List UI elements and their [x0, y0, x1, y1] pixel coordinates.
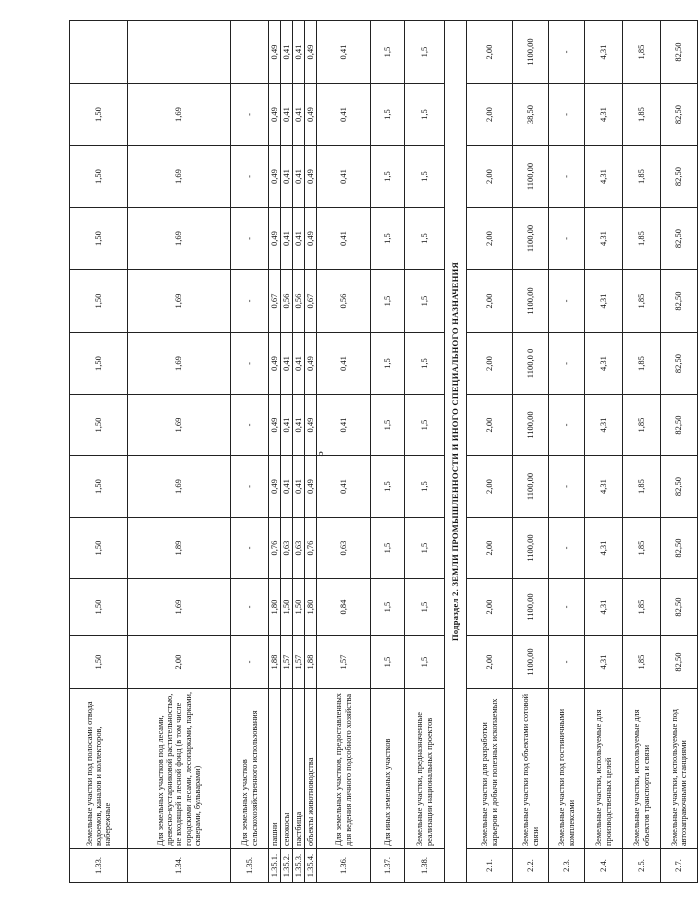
value-cell: 1,50: [281, 579, 293, 636]
value-cell: -: [549, 84, 585, 146]
value-cell: 0,41: [281, 208, 293, 270]
row-number: 1.34.: [128, 849, 231, 883]
table-body-section-1: [70, 21, 445, 883]
table-row: [623, 21, 661, 883]
value-cell: 1,5: [405, 146, 445, 208]
value-cell: 1,5: [371, 395, 405, 456]
value-cell: 2,00: [467, 395, 513, 456]
row-number: 1.38.: [405, 849, 445, 883]
value-cell: 2,00: [467, 21, 513, 84]
value-cell: 4,31: [585, 208, 623, 270]
value-cell: 0,41: [281, 456, 293, 518]
value-cell: -: [549, 333, 585, 395]
value-cell: 1,50: [70, 84, 128, 146]
row-number: 1.33.: [70, 849, 128, 883]
row-description: Для земельных участков под лесами, древесно-кустарниковой растительностью, не входящей в лесной фонд (в том числе городскими лесами, лесопарками, парками, скверами, бульварами): [128, 689, 231, 849]
value-cell: -: [231, 636, 269, 689]
value-cell: 1,85: [623, 84, 661, 146]
value-cell: 0,41: [293, 21, 305, 84]
row-number: 2.1.: [467, 849, 513, 883]
value-cell: 1,57: [293, 636, 305, 689]
value-cell: 1100,00: [513, 636, 549, 689]
value-cell: [231, 21, 269, 84]
row-number: 1.35.2.: [281, 849, 293, 883]
value-cell: 1,69: [128, 456, 231, 518]
value-cell: 0,41: [281, 395, 293, 456]
value-cell: 1100,00: [513, 456, 549, 518]
value-cell: 0,49: [305, 333, 317, 395]
row-description: Земельные участки, используемые для объектов транспорта и связи: [623, 689, 661, 849]
value-cell: 0,76: [305, 518, 317, 579]
table-row: [281, 21, 293, 883]
row-number: 1.35.3.: [293, 849, 305, 883]
table-row: [70, 21, 128, 883]
value-cell: 1,5: [371, 208, 405, 270]
table-row: [513, 21, 549, 883]
value-cell: 2,00: [467, 84, 513, 146]
value-cell: 1,80: [269, 579, 281, 636]
value-cell: 1,57: [317, 636, 371, 689]
value-cell: 0,41: [317, 21, 371, 84]
value-cell: 4,31: [585, 636, 623, 689]
row-description: пастбища: [293, 689, 305, 849]
value-cell: -: [549, 270, 585, 333]
table-row: [305, 21, 317, 883]
value-cell: 4,31: [585, 21, 623, 84]
value-cell: -: [549, 456, 585, 518]
table-row: [585, 21, 623, 883]
value-cell: 2,00: [467, 333, 513, 395]
value-cell: 0,49: [305, 84, 317, 146]
value-cell: 0,41: [293, 208, 305, 270]
row-description: Земельные участки, используемые под автозаправочными станциями: [661, 689, 698, 849]
value-cell: 82,50: [661, 21, 698, 84]
table-body-section-2: [467, 21, 698, 883]
row-number: 2.4.: [585, 849, 623, 883]
value-cell: 1,69: [128, 395, 231, 456]
row-description: Земельные участки, предназначенные реализации национальных проектов: [405, 689, 445, 849]
row-description: сенокосы: [281, 689, 293, 849]
value-cell: -: [231, 333, 269, 395]
value-cell: 1,5: [405, 84, 445, 146]
value-cell: 0,49: [269, 333, 281, 395]
value-cell: 1,50: [70, 456, 128, 518]
value-cell: -: [231, 456, 269, 518]
value-cell: -: [549, 518, 585, 579]
value-cell: 0,67: [305, 270, 317, 333]
value-cell: 4,31: [585, 456, 623, 518]
value-cell: 1,85: [623, 333, 661, 395]
value-cell: 0,41: [293, 456, 305, 518]
value-cell: 0,41: [293, 395, 305, 456]
value-cell: 82,50: [661, 333, 698, 395]
value-cell: 1,5: [405, 208, 445, 270]
table-row: [467, 21, 513, 883]
value-cell: 0,49: [305, 21, 317, 84]
table-row: [293, 21, 305, 883]
value-cell: 1,50: [70, 146, 128, 208]
row-number: 2.7.: [661, 849, 698, 883]
value-cell: 0,84: [317, 579, 371, 636]
value-cell: 0,41: [281, 21, 293, 84]
value-cell: 4,31: [585, 270, 623, 333]
section-title: Подраздел 2. ЗЕМЛИ ПРОМЫШЛЕННОСТИ И ИНОГО СПЕЦИАЛЬНОГО НАЗНАЧЕНИЯ: [445, 21, 467, 883]
value-cell: -: [231, 146, 269, 208]
row-description: Для иных земельных участков: [371, 689, 405, 849]
value-cell: 0,56: [317, 270, 371, 333]
value-cell: 0,49: [305, 395, 317, 456]
row-description: Для земельных участков, предоставленных для ведения личного подсобного хозяйства: [317, 689, 371, 849]
value-cell: 0,67: [269, 270, 281, 333]
value-cell: 1,50: [70, 518, 128, 579]
value-cell: 0,63: [317, 518, 371, 579]
value-cell: 1,85: [623, 636, 661, 689]
value-cell: 0,41: [317, 333, 371, 395]
value-cell: 0,49: [269, 395, 281, 456]
value-cell: 1,69: [128, 208, 231, 270]
value-cell: 4,31: [585, 146, 623, 208]
value-cell: -: [549, 146, 585, 208]
value-cell: 1100,00: [513, 146, 549, 208]
value-cell: 0,41: [293, 333, 305, 395]
value-cell: -: [549, 208, 585, 270]
value-cell: 1,80: [305, 579, 317, 636]
value-cell: 0,76: [269, 518, 281, 579]
row-description: объекты животноводства: [305, 689, 317, 849]
value-cell: 0,49: [269, 21, 281, 84]
value-cell: 1,5: [371, 21, 405, 84]
value-cell: 1,69: [128, 84, 231, 146]
value-cell: 0,41: [293, 146, 305, 208]
table-row: [231, 21, 269, 883]
row-description: Земельные участки, используемые для производственных целей: [585, 689, 623, 849]
page-number: 5: [314, 451, 326, 457]
value-cell: 0,49: [269, 208, 281, 270]
value-cell: [128, 21, 231, 84]
row-description: Для земельных участков сельскохозяйственного использования: [231, 689, 269, 849]
value-cell: 0,56: [293, 270, 305, 333]
value-cell: 0,49: [269, 456, 281, 518]
value-cell: -: [549, 636, 585, 689]
value-cell: 1,5: [371, 579, 405, 636]
value-cell: 1,50: [70, 333, 128, 395]
value-cell: 1,5: [371, 636, 405, 689]
value-cell: [70, 21, 128, 84]
value-cell: 1,5: [405, 579, 445, 636]
value-cell: 1,50: [293, 579, 305, 636]
table-row: [317, 21, 371, 883]
value-cell: 82,50: [661, 518, 698, 579]
value-cell: 1,85: [623, 146, 661, 208]
value-cell: 1,85: [623, 21, 661, 84]
value-cell: -: [549, 579, 585, 636]
value-cell: -: [549, 21, 585, 84]
row-description: Земельные участки под полосами отвода водоемов, каналов и коллекторов, набережные: [70, 689, 128, 849]
value-cell: 82,50: [661, 579, 698, 636]
value-cell: 0,63: [281, 518, 293, 579]
table-row: [128, 21, 231, 883]
value-cell: 1,85: [623, 208, 661, 270]
value-cell: 2,00: [467, 456, 513, 518]
value-cell: 0,56: [281, 270, 293, 333]
value-cell: 1,5: [405, 395, 445, 456]
value-cell: 1,50: [70, 636, 128, 689]
value-cell: 82,50: [661, 208, 698, 270]
value-cell: -: [231, 395, 269, 456]
value-cell: 1,88: [305, 636, 317, 689]
value-cell: 4,31: [585, 518, 623, 579]
value-cell: 2,00: [467, 579, 513, 636]
value-cell: -: [231, 84, 269, 146]
value-cell: 1,85: [623, 456, 661, 518]
value-cell: 1,50: [70, 270, 128, 333]
row-description: Земельные участки для разработки карьеров и добычи полезных ископаемых: [467, 689, 513, 849]
value-cell: 4,31: [585, 333, 623, 395]
value-cell: 1100,00: [513, 518, 549, 579]
value-cell: 2,00: [467, 146, 513, 208]
value-cell: 2,00: [467, 270, 513, 333]
value-cell: 1100,00: [513, 579, 549, 636]
value-cell: 0,41: [281, 146, 293, 208]
row-number: 2.5.: [623, 849, 661, 883]
table-row: [549, 21, 585, 883]
value-cell: 1100,0 0: [513, 333, 549, 395]
row-number: 1.36.: [317, 849, 371, 883]
value-cell: 1,85: [623, 579, 661, 636]
value-cell: 1,5: [371, 456, 405, 518]
value-cell: 1,5: [405, 270, 445, 333]
row-description: Земельные участки под гостиничными комплексами: [549, 689, 585, 849]
value-cell: 82,50: [661, 84, 698, 146]
value-cell: 1,5: [405, 333, 445, 395]
value-cell: 0,63: [293, 518, 305, 579]
value-cell: 0,49: [269, 84, 281, 146]
value-cell: -: [549, 395, 585, 456]
value-cell: 82,50: [661, 270, 698, 333]
table-body-section-heading: [445, 21, 467, 883]
value-cell: 1,50: [70, 208, 128, 270]
value-cell: 1,69: [128, 579, 231, 636]
value-cell: 1,5: [371, 518, 405, 579]
value-cell: 1,5: [405, 21, 445, 84]
value-cell: 4,31: [585, 579, 623, 636]
value-cell: 1100,00: [513, 395, 549, 456]
value-cell: 1100,00: [513, 21, 549, 84]
row-number: 2.2.: [513, 849, 549, 883]
value-cell: 38,50: [513, 84, 549, 146]
value-cell: 0,41: [281, 333, 293, 395]
value-cell: 1,50: [70, 395, 128, 456]
value-cell: 82,50: [661, 395, 698, 456]
value-cell: 1,57: [281, 636, 293, 689]
value-cell: 2,00: [467, 518, 513, 579]
value-cell: 1,69: [128, 333, 231, 395]
value-cell: -: [231, 518, 269, 579]
value-cell: 0,49: [269, 146, 281, 208]
value-cell: 0,41: [293, 84, 305, 146]
value-cell: 1,88: [269, 636, 281, 689]
value-cell: 1,69: [128, 270, 231, 333]
value-cell: 0,41: [317, 456, 371, 518]
value-cell: 1,5: [371, 84, 405, 146]
row-number: 1.37.: [371, 849, 405, 883]
value-cell: 1,85: [623, 518, 661, 579]
value-cell: 1,5: [405, 636, 445, 689]
value-cell: 1100,00: [513, 208, 549, 270]
section-heading-row: [445, 21, 467, 883]
value-cell: 82,50: [661, 636, 698, 689]
value-cell: 0,49: [305, 208, 317, 270]
value-cell: 1,5: [371, 333, 405, 395]
row-number: 1.35.1.: [269, 849, 281, 883]
value-cell: 0,41: [317, 146, 371, 208]
value-cell: 1,85: [623, 395, 661, 456]
value-cell: 1,85: [623, 270, 661, 333]
value-cell: 82,50: [661, 146, 698, 208]
coefficients-table: [69, 20, 698, 883]
value-cell: 2,00: [467, 636, 513, 689]
value-cell: -: [231, 208, 269, 270]
value-cell: 0,41: [317, 208, 371, 270]
value-cell: 1100,00: [513, 270, 549, 333]
value-cell: 4,31: [585, 84, 623, 146]
value-cell: -: [231, 579, 269, 636]
value-cell: 0,41: [281, 84, 293, 146]
table-row: [661, 21, 698, 883]
rotated-table-container: [69, 21, 688, 883]
row-number: 2.3.: [549, 849, 585, 883]
value-cell: 0,49: [305, 456, 317, 518]
value-cell: 1,89: [128, 518, 231, 579]
table-row: [371, 21, 405, 883]
row-number: 1.35.4.: [305, 849, 317, 883]
value-cell: 0,41: [317, 84, 371, 146]
value-cell: 1,50: [70, 579, 128, 636]
value-cell: 82,50: [661, 456, 698, 518]
row-description: Земельные участки под объектами сотовой связи: [513, 689, 549, 849]
table-row: [405, 21, 445, 883]
table-row: [269, 21, 281, 883]
row-description: пашни: [269, 689, 281, 849]
value-cell: 1,5: [405, 456, 445, 518]
value-cell: 2,00: [128, 636, 231, 689]
value-cell: 4,31: [585, 395, 623, 456]
value-cell: 1,5: [405, 518, 445, 579]
value-cell: 0,49: [305, 146, 317, 208]
row-number: 1.35.: [231, 849, 269, 883]
value-cell: 1,5: [371, 146, 405, 208]
value-cell: 1,5: [371, 270, 405, 333]
value-cell: 2,00: [467, 208, 513, 270]
value-cell: 0,41: [317, 395, 371, 456]
value-cell: -: [231, 270, 269, 333]
value-cell: 1,69: [128, 146, 231, 208]
